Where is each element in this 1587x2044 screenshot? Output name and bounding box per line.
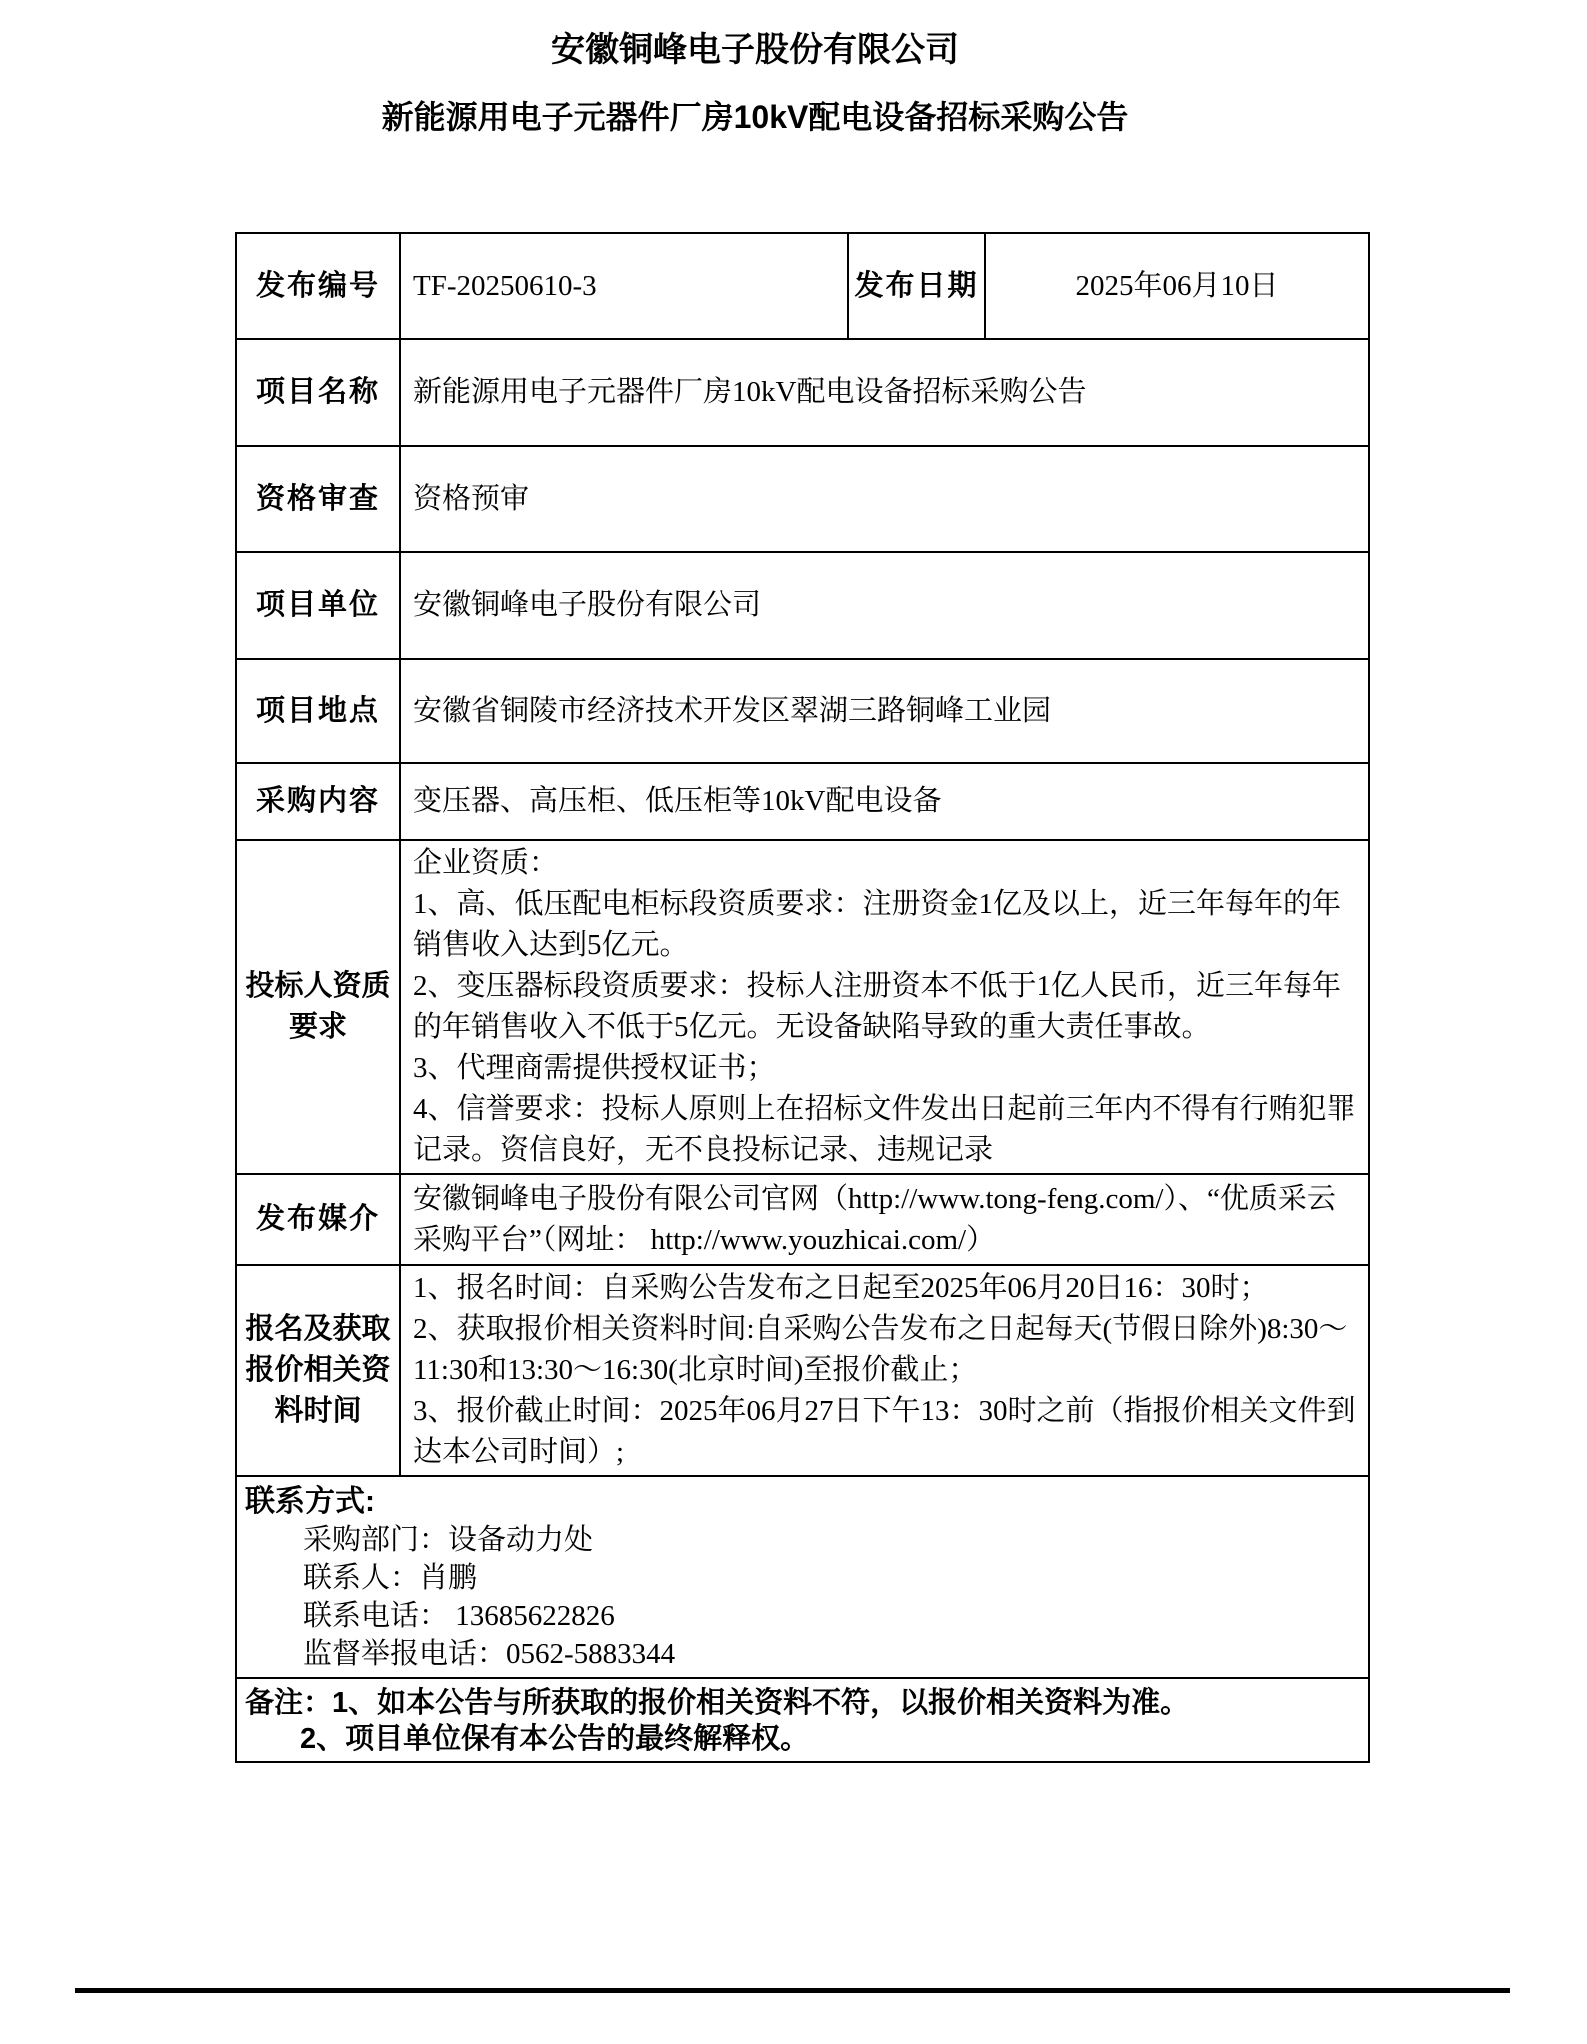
project-unit-value: 安徽铜峰电子股份有限公司 [400,552,1369,659]
row-remarks [236,1678,1369,1762]
project-unit-label: 项目单位 [236,552,400,659]
bidder-qualification-line: 4、信誉要求：投标人原则上在招标文件发出日起前三年内不得有行贿犯罪记录。资信良好，无不良投标记录、违规记录 [413,1093,1356,1166]
row-signup-time [236,1265,1369,1476]
document-title: 安徽铜峰电子股份有限公司 [551,31,959,69]
contact-department: 采购部门：设备动力处 [303,1524,594,1556]
project-location-label: 项目地点 [236,659,400,763]
procurement-content-label: 采购内容 [236,763,400,840]
bidder-qualification-line: 企业资质： [413,847,559,879]
publish-no-label: 发布编号 [236,233,400,339]
remarks-cell [236,1678,1369,1762]
contact-supervision-phone: 监督举报电话：0562-5883344 [303,1638,676,1670]
signup-time-line: 2、获取报价相关资料时间:自采购公告发布之日起每天(节假日除外)8:30～11:30和13:30～16:30(北京时间)至报价截止； [413,1313,1348,1386]
bidder-qualification-line: 2、变压器标段资质要求：投标人注册资本不低于1亿人民币，近三年每年的年销售收入不低于5亿元。无设备缺陷导致的重大责任事故。 [413,970,1342,1043]
bidder-qualification-line: 1、高、低压配电柜标段资质要求：注册资金1亿及以上，近三年每年的年销售收入达到5亿元。 [413,888,1342,961]
notice-table [235,232,1370,1763]
bidder-qualification-line: 3、代理商需提供授权证书； [413,1052,776,1084]
qualification-review-label: 资格审查 [236,446,400,552]
remarks-line-1: 备注：1、如本公告与所获取的报价相关资料不符，以报价相关资料为准。 [245,1687,1190,1719]
publish-media-value: 安徽铜峰电子股份有限公司官网（http://www.tong-feng.com/）、“优质采云采购平台”（网址： http://www.youzhicai.com/） [400,1174,1369,1265]
signup-time-line: 3、报价截止时间：2025年06月27日下午13：30时之前（指报价相关文件到达本公司时间）; [413,1395,1356,1468]
bidder-qualification-value [400,840,1369,1174]
qualification-review-value: 资格预审 [400,446,1369,552]
remarks-line-2: 2、项目单位保有本公告的最终解释权。 [300,1723,810,1755]
publish-media-label: 发布媒介 [236,1174,400,1265]
project-name-value: 新能源用电子元器件厂房10kV配电设备招标采购公告 [400,339,1369,446]
signup-time-label: 报名及获取报价相关资料时间 [236,1265,400,1476]
document-subtitle: 新能源用电子元器件厂房10kV配电设备招标采购公告 [381,99,1129,135]
document-header [0,0,1510,136]
footer-divider [75,1988,1510,1993]
row-procurement-content [236,763,1369,840]
row-qualification-review [236,446,1369,552]
row-bidder-qualification [236,840,1369,1174]
row-publish-no [236,233,1369,339]
row-project-unit [236,552,1369,659]
contact-person: 联系人：肖鹏 [303,1562,478,1594]
project-name-label: 项目名称 [236,339,400,446]
row-project-location [236,659,1369,763]
publish-date-value: 2025年06月10日 [985,233,1369,339]
contact-phone: 联系电话： 13685622826 [303,1600,615,1632]
row-contact [236,1476,1369,1678]
signup-time-value [400,1265,1369,1476]
publish-no-value: TF-20250610-3 [400,233,848,339]
row-publish-media [236,1174,1369,1265]
contact-heading: 联系方式: [245,1485,375,1518]
project-location-value: 安徽省铜陵市经济技术开发区翠湖三路铜峰工业园 [400,659,1369,763]
row-project-name [236,339,1369,446]
signup-time-line: 1、报名时间：自采购公告发布之日起至2025年06月20日16：30时； [413,1272,1269,1304]
procurement-content-value: 变压器、高压柜、低压柜等10kV配电设备 [400,763,1369,840]
publish-date-label: 发布日期 [848,233,985,339]
bidder-qualification-label: 投标人资质要求 [236,840,400,1174]
contact-cell [236,1476,1369,1678]
